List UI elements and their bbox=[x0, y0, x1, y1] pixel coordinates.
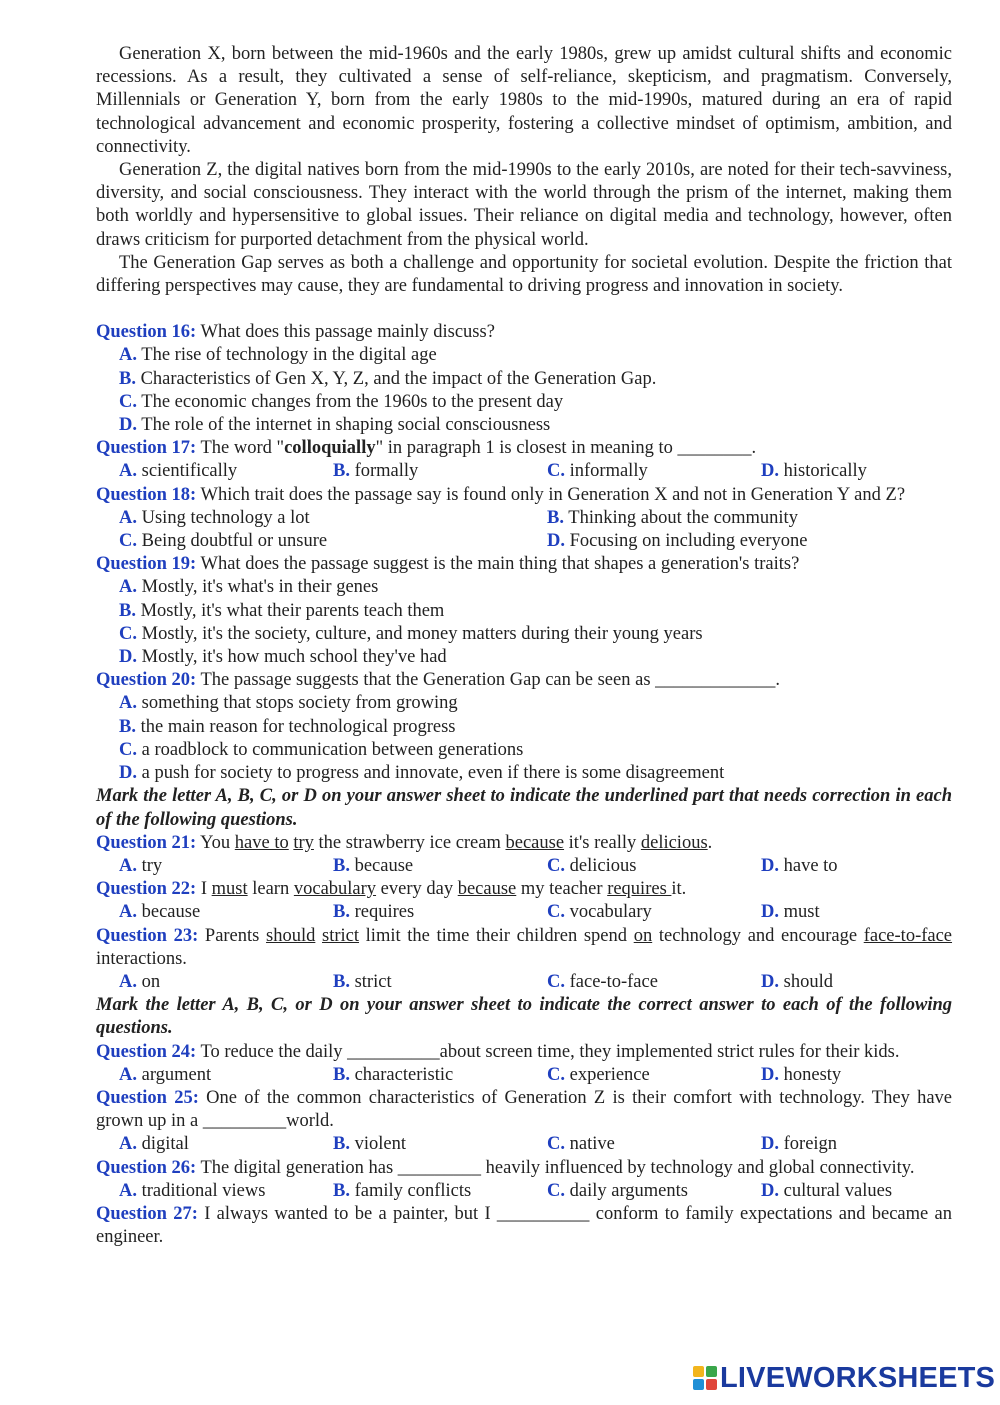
question-text: every day bbox=[376, 879, 458, 900]
q26-option-b[interactable] bbox=[333, 1180, 547, 1203]
option-letter: B. bbox=[119, 716, 136, 737]
passage-paragraph-2: Generation Z, the digital natives born from the mid-1990s to the early 2010s, are noted for their tech-savviness, diversity, and social consciousness. They interact with the world through the prism of the internet, making them both worldly and hypersensitive to global issues. Their reliance on digital media and technology, however, often draws criticism for purported detachment from the physical world. bbox=[96, 160, 952, 250]
q26-option-a[interactable] bbox=[119, 1180, 333, 1203]
option-text: Characteristics of Gen X, Y, Z, and the impact of the Generation Gap. bbox=[140, 368, 657, 389]
q21-option-a[interactable] bbox=[119, 855, 333, 878]
option-text: scientifically bbox=[141, 461, 238, 482]
q16-option-a[interactable] bbox=[119, 344, 952, 367]
question-26 bbox=[96, 1157, 952, 1180]
q17-options bbox=[119, 460, 952, 483]
option-letter: B. bbox=[333, 461, 350, 482]
option-text: formally bbox=[354, 461, 419, 482]
option-text: Mostly, it's what's in their genes bbox=[141, 577, 379, 598]
option-text: something that stops society from growing bbox=[141, 693, 458, 714]
question-label: Question 22: bbox=[96, 879, 197, 900]
option-letter: C. bbox=[547, 1064, 565, 1085]
option-letter: A. bbox=[119, 345, 137, 366]
instructions-error-identification: Mark the letter A, B, C, or D on your answer sheet to indicate the underlined part that needs correction in each of the following questions. bbox=[96, 786, 952, 830]
q26-option-d[interactable] bbox=[761, 1180, 975, 1203]
question-label: Question 20: bbox=[96, 670, 197, 691]
q24-option-b[interactable] bbox=[333, 1064, 547, 1087]
option-text: on bbox=[141, 971, 161, 992]
question-27 bbox=[96, 1203, 952, 1249]
q18-option-a[interactable] bbox=[119, 507, 547, 530]
question-25 bbox=[96, 1087, 952, 1133]
q17-option-b[interactable] bbox=[333, 460, 547, 483]
option-text: a push for society to progress and innovate, even if there is some disagreement bbox=[141, 763, 725, 784]
question-label: Question 17: bbox=[96, 438, 197, 459]
q18-option-c[interactable] bbox=[119, 530, 547, 553]
passage-paragraph-1: Generation X, born between the mid-1960s and the early 1980s, grew up amidst cultural shifts and economic recessions. As a result, they cultivated a sense of self-reliance, skepticism, and pragmatism. Conversely, Millennials or Generation Y, born from the early 1980s to the mid-1990s, matured during an era of rapid technological advancement and economic prosperity, fostering a collective mindset of optimism, ambition, and connectivity. bbox=[96, 44, 952, 157]
option-letter: A. bbox=[119, 507, 137, 528]
option-text: native bbox=[569, 1134, 615, 1155]
logo-square-icon bbox=[706, 1379, 717, 1390]
q24-options bbox=[119, 1064, 952, 1087]
question-text: interactions. bbox=[96, 948, 187, 969]
question-text: technology and encourage bbox=[652, 925, 864, 946]
option-text: cultural values bbox=[783, 1180, 893, 1201]
option-text: argument bbox=[141, 1064, 212, 1085]
logo-square-icon bbox=[693, 1379, 704, 1390]
option-letter: C. bbox=[547, 971, 565, 992]
option-text: vocabulary bbox=[569, 902, 652, 923]
option-letter: A. bbox=[119, 902, 137, 923]
question-label: Question 16: bbox=[96, 322, 197, 343]
q19-option-d[interactable] bbox=[119, 646, 952, 669]
option-letter: C. bbox=[119, 739, 137, 760]
underlined-part: must bbox=[211, 879, 248, 900]
option-text: because bbox=[354, 855, 414, 876]
question-label: Question 27: bbox=[96, 1203, 198, 1224]
q23-option-a[interactable] bbox=[119, 971, 333, 994]
option-letter: A. bbox=[119, 1064, 137, 1085]
question-21 bbox=[96, 832, 952, 855]
passage-paragraph-3: The Generation Gap serves as both a challenge and opportunity for societal evolution. Despite the friction that differing perspectives may cause, they are fundamental to driving progress and innovation in society. bbox=[96, 252, 952, 297]
q21-option-d[interactable] bbox=[761, 855, 975, 878]
question-text: it's really bbox=[564, 832, 641, 853]
q23-options bbox=[119, 971, 952, 994]
q17-option-c[interactable] bbox=[547, 460, 761, 483]
option-letter: A. bbox=[119, 971, 137, 992]
option-text: The rise of technology in the digital age bbox=[141, 345, 437, 366]
question-23 bbox=[96, 925, 952, 971]
option-letter: D. bbox=[761, 1064, 779, 1085]
underlined-part: requires bbox=[607, 879, 672, 900]
target-word: colloquially bbox=[284, 438, 376, 459]
q25-options bbox=[119, 1133, 952, 1156]
option-text: Using technology a lot bbox=[141, 507, 310, 528]
question-label: Question 18: bbox=[96, 484, 197, 505]
underlined-part: strict bbox=[322, 925, 360, 946]
q20-option-d[interactable] bbox=[119, 762, 952, 785]
q16-option-c[interactable] bbox=[119, 391, 952, 414]
q18-options-row-2 bbox=[119, 530, 952, 553]
option-text: informally bbox=[569, 461, 648, 482]
underlined-part: because bbox=[505, 832, 565, 853]
option-text: delicious bbox=[569, 855, 637, 876]
option-text: experience bbox=[569, 1064, 650, 1085]
option-text: Mostly, it's the society, culture, and money matters during their young years bbox=[141, 623, 703, 644]
option-text: Focusing on including everyone bbox=[569, 531, 808, 552]
question-text: To reduce the daily __________about screen time, they implemented strict rules for their kids. bbox=[196, 1041, 900, 1062]
question-text: Which trait does the passage say is found only in Generation X and not in Generation Y and Z? bbox=[196, 484, 906, 505]
q25-option-a[interactable] bbox=[119, 1133, 333, 1156]
q23-option-b[interactable] bbox=[333, 971, 547, 994]
question-24 bbox=[96, 1041, 952, 1064]
question-text: You bbox=[196, 832, 235, 853]
question-text: The digital generation has _________ heavily influenced by technology and global connectivity. bbox=[196, 1157, 915, 1178]
question-text: What does the passage suggest is the main thing that shapes a generation's traits? bbox=[196, 554, 800, 575]
q20-option-b[interactable] bbox=[119, 716, 952, 739]
option-letter: B. bbox=[119, 368, 136, 389]
q21-options bbox=[119, 855, 952, 878]
option-letter: B. bbox=[333, 1064, 350, 1085]
underlined-part: delicious bbox=[640, 832, 708, 853]
q22-option-a[interactable] bbox=[119, 901, 333, 924]
underlined-part: try bbox=[293, 832, 314, 853]
q25-option-c[interactable] bbox=[547, 1133, 761, 1156]
question-label: Question 24: bbox=[96, 1041, 197, 1062]
option-letter: B. bbox=[333, 1180, 350, 1201]
question-text: The passage suggests that the Generation Gap can be seen as _____________. bbox=[196, 670, 781, 691]
option-text: requires bbox=[354, 902, 415, 923]
q22-option-b[interactable] bbox=[333, 901, 547, 924]
q20-option-a[interactable] bbox=[119, 692, 952, 715]
option-letter: A. bbox=[119, 577, 137, 598]
logo-square-icon bbox=[693, 1366, 704, 1377]
option-letter: D. bbox=[547, 531, 565, 552]
option-text: family conflicts bbox=[354, 1180, 472, 1201]
question-text: my teacher bbox=[516, 879, 608, 900]
option-text: must bbox=[783, 902, 820, 923]
option-letter: B. bbox=[333, 971, 350, 992]
option-text: daily arguments bbox=[569, 1180, 688, 1201]
option-letter: B. bbox=[333, 902, 350, 923]
logo-square-icon bbox=[706, 1366, 717, 1377]
question-label: Question 26: bbox=[96, 1157, 197, 1178]
q24-option-c[interactable] bbox=[547, 1064, 761, 1087]
option-letter: C. bbox=[547, 1180, 565, 1201]
q22-option-c[interactable] bbox=[547, 901, 761, 924]
question-text: One of the common characteristics of Generation Z is their comfort with technology. They have grown up in a _________world. bbox=[96, 1087, 952, 1132]
option-letter: D. bbox=[761, 1134, 779, 1155]
option-letter: A. bbox=[119, 1134, 137, 1155]
logo-grid-icon bbox=[693, 1366, 717, 1390]
question-label: Question 21: bbox=[96, 832, 197, 853]
question-text: Parents bbox=[198, 925, 267, 946]
q22-option-d[interactable] bbox=[761, 901, 975, 924]
option-letter: D. bbox=[119, 763, 137, 784]
underlined-part: because bbox=[457, 879, 517, 900]
q18-option-d[interactable] bbox=[547, 530, 975, 553]
option-letter: D. bbox=[119, 647, 137, 668]
underlined-part: vocabulary bbox=[293, 879, 377, 900]
option-text: digital bbox=[141, 1134, 189, 1155]
option-text: Thinking about the community bbox=[568, 507, 798, 528]
option-text: historically bbox=[783, 461, 867, 482]
option-letter: B. bbox=[333, 855, 350, 876]
option-text: strict bbox=[354, 971, 392, 992]
option-text: traditional views bbox=[141, 1180, 266, 1201]
q24-option-d[interactable] bbox=[761, 1064, 975, 1087]
option-text: a roadblock to communication between generations bbox=[141, 739, 524, 760]
option-text: have to bbox=[783, 855, 838, 876]
q19-option-a[interactable] bbox=[119, 576, 952, 599]
option-letter: D. bbox=[761, 1180, 779, 1201]
question-text: I bbox=[196, 879, 212, 900]
question-22 bbox=[96, 878, 952, 901]
question-16 bbox=[96, 321, 952, 344]
question-text: I always wanted to be a painter, but I __________ conform to family expectations and became an engineer. bbox=[96, 1203, 952, 1248]
option-text: honesty bbox=[783, 1064, 842, 1085]
question-text: " in paragraph 1 is closest in meaning to ________. bbox=[375, 438, 757, 459]
option-letter: C. bbox=[547, 1134, 565, 1155]
question-label: Question 23: bbox=[96, 925, 199, 946]
option-text: foreign bbox=[783, 1134, 838, 1155]
option-letter: D. bbox=[761, 855, 779, 876]
question-text: . bbox=[707, 832, 713, 853]
option-text: the main reason for technological progress bbox=[140, 716, 456, 737]
option-text: should bbox=[783, 971, 833, 992]
q23-option-c[interactable] bbox=[547, 971, 761, 994]
question-text: What does this passage mainly discuss? bbox=[196, 322, 495, 343]
option-letter: B. bbox=[547, 507, 564, 528]
q26-options bbox=[119, 1180, 952, 1203]
option-text: Mostly, it's what their parents teach them bbox=[140, 600, 445, 621]
option-text: Being doubtful or unsure bbox=[141, 531, 328, 552]
q24-option-a[interactable] bbox=[119, 1064, 333, 1087]
option-letter: C. bbox=[119, 391, 137, 412]
option-text: because bbox=[141, 902, 201, 923]
question-label: Question 25: bbox=[96, 1087, 199, 1108]
q25-option-d[interactable] bbox=[761, 1133, 975, 1156]
question-text: limit the time their children spend bbox=[359, 925, 634, 946]
q17-option-d[interactable] bbox=[761, 460, 975, 483]
q19-option-b[interactable] bbox=[119, 600, 952, 623]
q18-options-row-1 bbox=[119, 507, 952, 530]
question-label: Question 19: bbox=[96, 554, 197, 575]
question-text: The word " bbox=[196, 438, 285, 459]
question-text: the strawberry ice cream bbox=[313, 832, 506, 853]
option-letter: D. bbox=[119, 415, 137, 436]
option-letter: C. bbox=[119, 623, 137, 644]
option-letter: C. bbox=[547, 902, 565, 923]
option-letter: D. bbox=[761, 902, 779, 923]
option-letter: A. bbox=[119, 693, 137, 714]
instructions-correct-answer: Mark the letter A, B, C, or D on your answer sheet to indicate the correct answer to each of the following questions. bbox=[96, 995, 952, 1039]
worksheet-content bbox=[96, 43, 952, 1249]
option-letter: A. bbox=[119, 461, 137, 482]
option-text: face-to-face bbox=[569, 971, 658, 992]
option-letter: C. bbox=[119, 531, 137, 552]
question-20 bbox=[96, 669, 952, 692]
q19-option-c[interactable] bbox=[119, 623, 952, 646]
option-text: violent bbox=[354, 1134, 406, 1155]
liveworksheets-logo[interactable] bbox=[693, 1362, 995, 1394]
option-letter: C. bbox=[547, 855, 565, 876]
q16-option-d[interactable] bbox=[119, 414, 952, 437]
option-letter: A. bbox=[119, 1180, 137, 1201]
underlined-part: should bbox=[266, 925, 316, 946]
q26-option-c[interactable] bbox=[547, 1180, 761, 1203]
logo-text: LIVEWORKSHEETS bbox=[720, 1362, 996, 1394]
option-letter: D. bbox=[761, 971, 779, 992]
option-letter: D. bbox=[761, 461, 779, 482]
q22-options bbox=[119, 901, 952, 924]
q18-option-b[interactable] bbox=[547, 507, 975, 530]
spacer bbox=[96, 298, 952, 321]
option-letter: B. bbox=[333, 1134, 350, 1155]
q21-option-b[interactable] bbox=[333, 855, 547, 878]
q25-option-b[interactable] bbox=[333, 1133, 547, 1156]
question-text: learn bbox=[247, 879, 294, 900]
underlined-part: face-to-face bbox=[863, 925, 953, 946]
option-text: Mostly, it's how much school they've had bbox=[141, 647, 447, 668]
option-text: The role of the internet in shaping social consciousness bbox=[141, 415, 551, 436]
q20-option-c[interactable] bbox=[119, 739, 952, 762]
underlined-part: have to bbox=[234, 832, 289, 853]
question-17 bbox=[96, 437, 952, 460]
question-19 bbox=[96, 553, 952, 576]
question-text: it. bbox=[671, 879, 687, 900]
question-18 bbox=[96, 484, 952, 507]
option-text: characteristic bbox=[354, 1064, 454, 1085]
option-text: The economic changes from the 1960s to the present day bbox=[141, 391, 564, 412]
option-text: try bbox=[141, 855, 163, 876]
q21-option-c[interactable] bbox=[547, 855, 761, 878]
underlined-part: on bbox=[633, 925, 653, 946]
q17-option-a[interactable] bbox=[119, 460, 333, 483]
q23-option-d[interactable] bbox=[761, 971, 975, 994]
option-letter: B. bbox=[119, 600, 136, 621]
option-letter: C. bbox=[547, 461, 565, 482]
option-letter: A. bbox=[119, 855, 137, 876]
q16-option-b[interactable] bbox=[119, 368, 952, 391]
